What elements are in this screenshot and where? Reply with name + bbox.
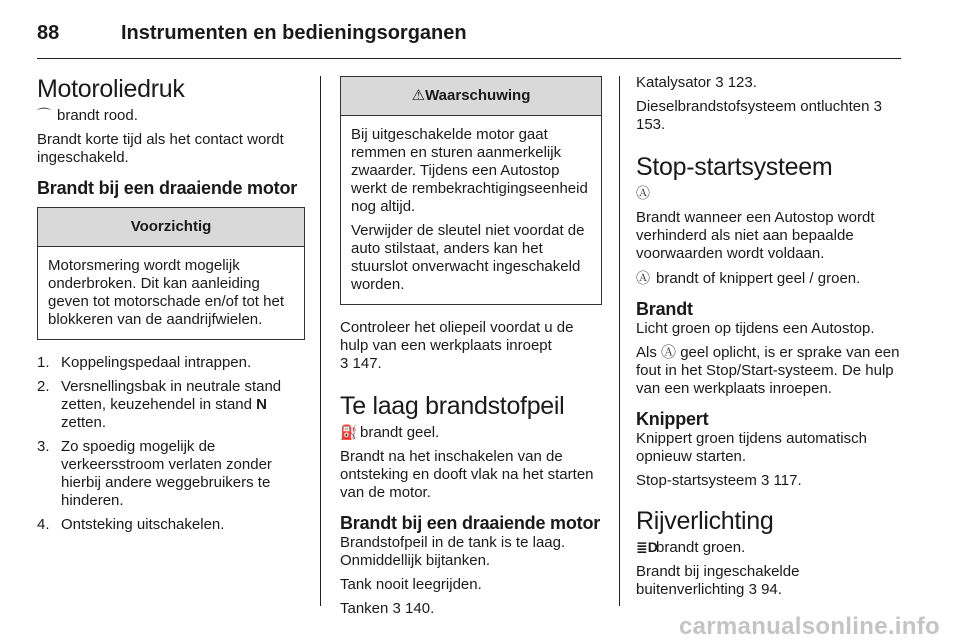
fuel-lamp-line bbox=[340, 423, 602, 442]
list-text: Ontsteking uitschakelen. bbox=[61, 516, 225, 533]
list-number: 3. bbox=[37, 438, 50, 455]
stop-start-lamp-line bbox=[636, 184, 906, 203]
steps-list bbox=[37, 354, 305, 534]
list-text: zetten. bbox=[61, 414, 107, 431]
column-3 bbox=[636, 74, 906, 605]
column-2 bbox=[340, 74, 602, 624]
text: geel oplicht, is er sprake van een fout in het Stop/Start-systeem. De hulp van een werkplaats inroepen. bbox=[636, 344, 900, 397]
page-reference: 3 147. bbox=[340, 355, 382, 372]
list-item bbox=[37, 378, 305, 432]
list-text: Koppelingspedaal intrappen. bbox=[61, 354, 252, 371]
paragraph: Brandt korte tijd als het contact wordt ingeschakeld. bbox=[37, 131, 284, 166]
autostop-icon: Ⓐ bbox=[636, 270, 650, 286]
list-number: 1. bbox=[37, 354, 50, 371]
driving-light-icon: ≣D bbox=[636, 539, 658, 555]
paragraph bbox=[340, 319, 602, 373]
list-text: Versnellingsbak in neutrale stand zetten, keuzehendel in stand bbox=[61, 378, 282, 413]
list-item bbox=[37, 516, 305, 534]
oil-check-text: Controleer het oliepeil voordat u de hulp van een werkplaats inroept bbox=[340, 319, 574, 354]
warning-text: Verwijder de sleutel niet voordat de auto stilstaat, anders kan het stuurslot onverwacht ingeschakeld worden. bbox=[351, 222, 585, 293]
oil-can-icon: ⌒ bbox=[37, 107, 51, 123]
light-lamp-line bbox=[636, 538, 906, 557]
paragraph: Brandt na het inschakelen van de ontsteking en dooft vlak na het starten van de motor. bbox=[340, 448, 594, 501]
page-number: 88 bbox=[37, 22, 60, 44]
paragraph: Brandstofpeil in de tank is te laag. Onmiddellijk bijtanken. bbox=[340, 534, 566, 569]
paragraph: Brandt wanneer een Autostop wordt verhinderd als niet aan bepaalde voorwaarden wordt voldaan. bbox=[636, 209, 875, 262]
subheading: Brandt bij een draaiende motor bbox=[340, 513, 601, 533]
oil-lamp-text: brandt rood. bbox=[57, 107, 138, 124]
oil-lamp-line bbox=[37, 106, 305, 125]
paragraph: Katalysator 3 123. bbox=[636, 74, 757, 91]
autostop-lamp-text: brandt of knippert geel / groen. bbox=[656, 270, 861, 287]
column-1 bbox=[37, 74, 305, 540]
list-number: 4. bbox=[37, 516, 50, 533]
section-heading-driving-lights: Rijverlichting bbox=[636, 507, 774, 535]
page-title: Instrumenten en bedieningsorganen bbox=[121, 22, 467, 44]
paragraph: Stop-startsysteem 3 117. bbox=[636, 472, 802, 489]
subheading-knippert: Knippert bbox=[636, 409, 709, 429]
watermark: carmanualsonline.info bbox=[678, 613, 940, 640]
paragraph: Licht groen op tijdens een Autostop. bbox=[636, 320, 875, 337]
fuel-pump-icon: ⛽ bbox=[340, 424, 358, 440]
list-item bbox=[37, 354, 305, 372]
gear-position: N bbox=[256, 396, 267, 413]
paragraph: Knippert groen tijdens automatisch opnieuw starten. bbox=[636, 430, 867, 465]
section-heading-low-fuel: Te laag brandstofpeil bbox=[340, 392, 565, 420]
column-divider-1 bbox=[320, 76, 321, 606]
paragraph: Tanken 3 140. bbox=[340, 600, 435, 617]
section-heading-stop-start: Stop-startsysteem bbox=[636, 153, 833, 181]
subheading-brandt: Brandt bbox=[636, 299, 693, 319]
warning-title: Waarschuwing bbox=[425, 87, 531, 104]
autostop-lamp-line bbox=[636, 269, 906, 288]
column-divider-2 bbox=[619, 76, 620, 606]
autostop-icon: Ⓐ bbox=[661, 344, 677, 361]
page-header bbox=[37, 20, 467, 46]
autostop-off-icon: Ⓐ bbox=[636, 185, 650, 201]
list-item bbox=[37, 438, 305, 510]
paragraph bbox=[636, 344, 906, 398]
caution-title: Voorzichtig bbox=[38, 208, 304, 247]
paragraph: Brandt bij ingeschakelde buitenverlichting 3 94. bbox=[636, 563, 800, 598]
fuel-lamp-text: brandt geel. bbox=[360, 424, 440, 441]
text: Als bbox=[636, 344, 662, 361]
subheading: Brandt bij een draaiende motor bbox=[37, 178, 298, 198]
caution-text: Motorsmering wordt mogelijk onderbroken. Dit kan aanleiding geven tot motorschade en/of tot het blokkeren van de aandrijfwielen. bbox=[48, 257, 284, 328]
list-number: 2. bbox=[37, 378, 50, 395]
warning-icon: ⚠ bbox=[411, 87, 426, 104]
list-text: Zo spoedig mogelijk de verkeersstroom verlaten zonder hierbij andere weggebruikers te hinderen. bbox=[61, 438, 272, 509]
header-divider bbox=[37, 58, 901, 59]
section-heading-oil-pressure: Motoroliedruk bbox=[37, 75, 185, 103]
paragraph: Dieselbrandstofsysteem ontluchten 3 153. bbox=[636, 98, 882, 133]
warning-text: Bij uitgeschakelde motor gaat remmen en sturen aanmerkelijk zwaarder. Tijdens een Autostop werkt de rembekrachtigingseenheid nog altijd. bbox=[351, 126, 588, 215]
paragraph: Tank nooit leegrijden. bbox=[340, 576, 482, 593]
warning-header bbox=[341, 77, 601, 116]
warning-box bbox=[340, 76, 602, 305]
caution-box bbox=[37, 207, 305, 340]
light-lamp-text: brandt groen. bbox=[656, 539, 746, 556]
